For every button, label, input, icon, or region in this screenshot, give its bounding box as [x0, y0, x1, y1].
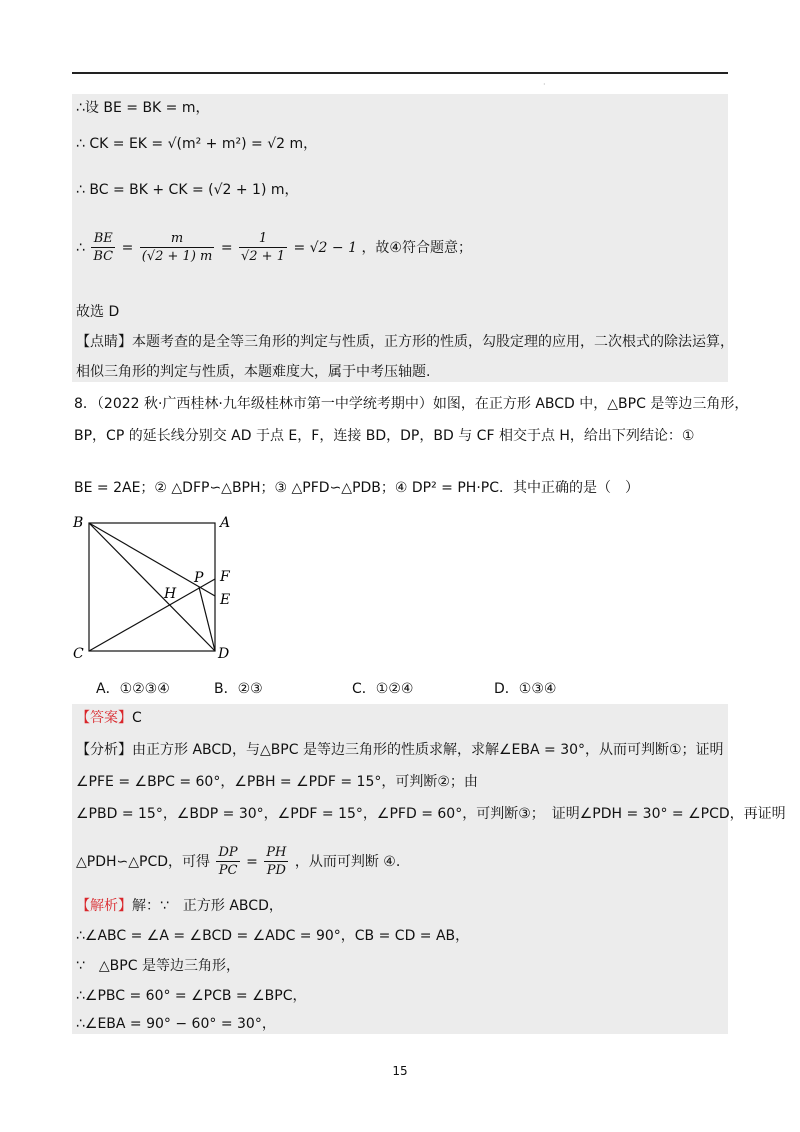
review-label: 【点睛】 — [76, 334, 132, 350]
segment-dp — [199, 587, 215, 651]
solution-step-3: ∴∠PBC = 60° = ∠PCB = ∠BPC， — [76, 988, 307, 1004]
option-b: B．②③ — [214, 681, 263, 697]
header-rule — [72, 72, 728, 74]
analysis-line-1: 【分析】由正方形 ABCD，与△BPC 是等边三角形的性质求解，求解∠EBA = 30°，从而可判断①；证明 — [76, 742, 724, 758]
answer-label: 【答案】 — [76, 710, 132, 726]
label-B: B — [73, 515, 84, 531]
analysis-line-4: △PDH∽△PCD，可得 $\frac{DP}{PC}$ = $\frac{PH}{PD}$ ，从而可判断 ④. — [76, 844, 401, 878]
analysis-line-3: ∠PBD = 15°，∠BDP = 30°，∠PDF = 15°，∠PFD = 60°，可判断③； 证明∠PDH = 30° = ∠PCD，再证明 — [76, 806, 786, 822]
answer-choice: 故选 D — [76, 304, 120, 320]
option-c: C．①②④ — [352, 681, 414, 697]
segment-cf — [89, 579, 215, 651]
label-E: E — [220, 592, 231, 608]
option-a: A．①②③④ — [96, 681, 170, 697]
solution-step-4: ∴∠EBA = 90° − 60° = 30°， — [76, 1016, 276, 1032]
page-number: 15 — [392, 1064, 408, 1078]
segment-bd — [89, 523, 215, 651]
label-F: F — [220, 569, 230, 585]
solution-line-2: ∴ CK = EK = √(m² + m²) = √2 m， — [76, 136, 318, 152]
label-C: C — [73, 646, 84, 662]
analysis-label: 【分析】 — [76, 742, 132, 758]
analysis-line-2: ∠PFE = ∠BPC = 60°，∠PBH = ∠PDF = 15°，可判断②；由 — [76, 774, 478, 790]
ratio-equation: ∴ $\frac{BE}{BC}$ = $\frac{m}{(√2 + 1) m}$ = $\frac{1}{√2 + 1}$ = √2 − 1 ，故④符合题意； — [76, 230, 472, 264]
label-D: D — [218, 646, 230, 662]
review-line-1: 【点睛】本题考查的是全等三角形的判定与性质，正方形的性质，勾股定理的应用，二次根式的除法运算， — [76, 334, 734, 350]
solution-label: 【解析】 — [76, 898, 132, 914]
solution-line-1: ∴设 BE = BK = m， — [76, 100, 210, 116]
solution-step-1: ∴∠ABC = ∠A = ∠BCD = ∠ADC = 90°，CB = CD = AB， — [76, 928, 470, 944]
label-H: H — [164, 586, 177, 602]
solution-step-2: ∵ △BPC 是等边三角形， — [76, 958, 240, 974]
label-A: A — [220, 515, 231, 531]
label-P: P — [194, 570, 204, 586]
question-line-1: 8．（2022 秋·广西桂林·九年级桂林市第一中学统考期中）如图，在正方形 ABCD 中，△BPC 是等边三角形， — [74, 396, 749, 412]
review-line-2: 相似三角形的判定与性质，本题难度大，属于中考压轴题. — [76, 364, 431, 380]
question-line-2: BP，CP 的延长线分别交 AD 于点 E，F，连接 BD，DP，BD 与 CF 相交于点 H，给出下列结论：① — [74, 428, 695, 444]
answer-value: C — [132, 710, 142, 726]
header-mark: · — [543, 80, 546, 89]
solution-intro: 【解析】解：∵ 正方形 ABCD， — [76, 898, 283, 914]
solution-line-3: ∴ BC = BK + CK = (√2 + 1) m， — [76, 182, 299, 198]
question-line-3: BE = 2AE；② △DFP∽△BPH；③ △PFD∽△PDB；④ DP² = PH·PC．其中正确的是（ ） — [74, 480, 639, 496]
square-figure — [70, 508, 250, 668]
option-d: D．①③④ — [494, 681, 557, 697]
answer-line — [76, 708, 142, 728]
